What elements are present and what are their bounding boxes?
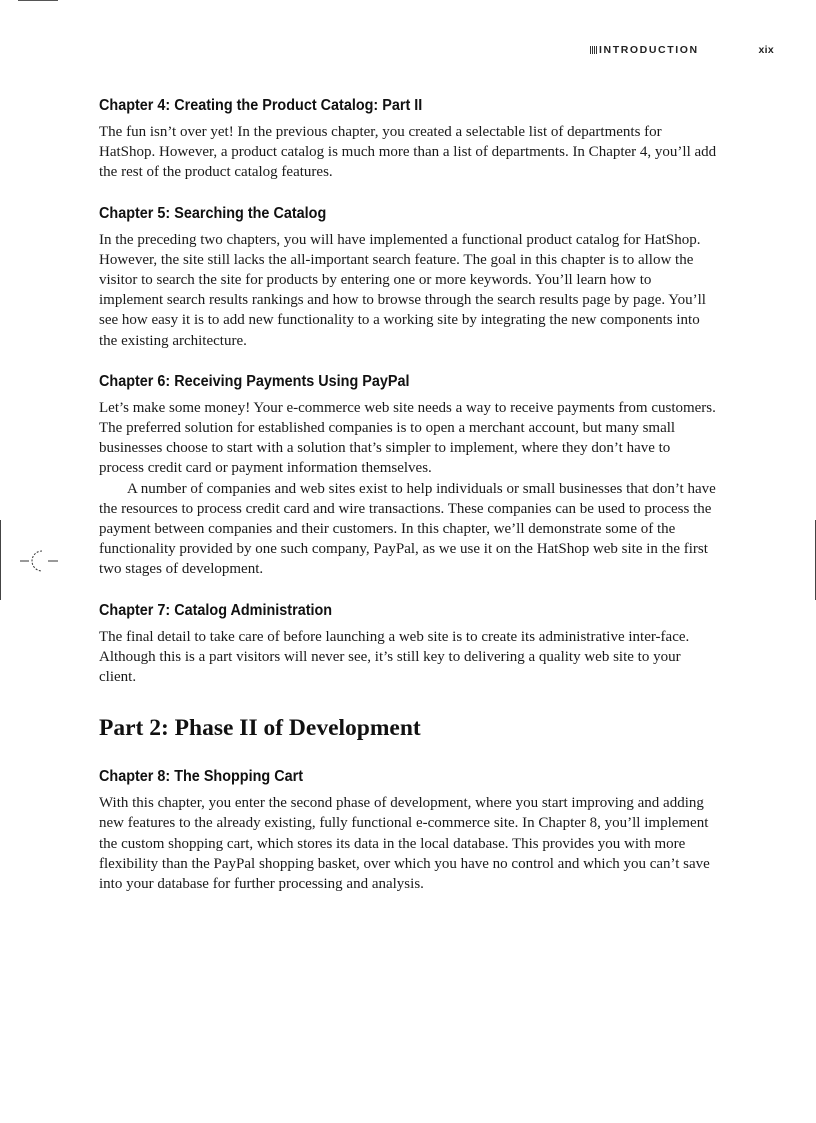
chapter-6-heading: Chapter 6: Receiving Payments Using PayPal bbox=[99, 372, 410, 390]
chapter-7-paragraph: The final detail to take care of before launching a web site is to create its administrative inter-face. Although this is a part visitors will never see, it’s still key to delivering a quality web site to your client. bbox=[99, 628, 690, 686]
chapter-6-section bbox=[99, 373, 719, 580]
chapter-7-section bbox=[99, 602, 719, 688]
part-2-title: Part 2: Phase II of Development bbox=[99, 715, 421, 742]
crop-mark-top bbox=[18, 0, 58, 1]
chapter-6-paragraph-2: A number of companies and web sites exist to help individuals or small businesses that don’t have the resources to process credit card and wire transactions. These companies can be used to process the payment between companies and their customers. In this chapter, we’ll demonstrate some of the functionality provided by one such company, PayPal, as we use it on the HatShop web site in the first two stages of development. bbox=[99, 480, 716, 578]
running-header bbox=[590, 44, 774, 58]
registration-mark-icon bbox=[20, 548, 60, 578]
page-number: xix bbox=[758, 44, 774, 56]
chapter-6-paragraph-1: Let’s make some money! Your e-commerce web site needs a way to receive payments from customers. The preferred solution for established companies is to open a merchant account, but many small businesses choose to start with a solution that’s simpler to implement, where they don’t have to process credit card or payment information themselves. bbox=[99, 399, 716, 477]
chapter-4-heading: Chapter 4: Creating the Product Catalog: Part II bbox=[99, 97, 423, 114]
crop-mark-left bbox=[0, 520, 1, 600]
chapter-8-heading: Chapter 8: The Shopping Cart bbox=[99, 768, 304, 786]
chapter-5-paragraph: In the preceding two chapters, you will have implemented a functional product catalog for HatShop. However, the site still lacks the all-important search feature. The goal in this chapter is to allow the visitor to search the site for products by entering one or more keywords. You’ll learn how to implement search results rankings and how to browse through the search results page by page. You’ll see how easy it is to add new functionality to a working site by integrating the new components into the existing architecture. bbox=[99, 231, 706, 349]
chapter-8-paragraph: With this chapter, you enter the second phase of development, where you start improving and adding new features to the already existing, fully functional e-commerce site. In Chapter 8, you’ll implement the custom shopping cart, which stores its data in the local database. This provides you with more flexibility than the PayPal shopping basket, over which you have no control and which you can’t save into your database for further processing and analysis. bbox=[99, 795, 710, 893]
running-title: INTRODUCTION bbox=[599, 44, 699, 56]
chapter-8-section bbox=[99, 768, 719, 894]
chapter-4-section bbox=[99, 97, 719, 183]
chapter-4-paragraph: The fun isn’t over yet! In the previous chapter, you created a selectable list of departments for HatShop. However, a product catalog is much more than a list of departments. In Chapter 4, you’ll add the rest of the product catalog features. bbox=[99, 124, 717, 181]
header-bars-icon bbox=[590, 46, 597, 54]
chapter-5-section bbox=[99, 205, 719, 351]
chapter-5-heading: Chapter 5: Searching the Catalog bbox=[99, 204, 327, 222]
page-body bbox=[99, 97, 719, 916]
chapter-7-heading: Chapter 7: Catalog Administration bbox=[99, 601, 333, 619]
